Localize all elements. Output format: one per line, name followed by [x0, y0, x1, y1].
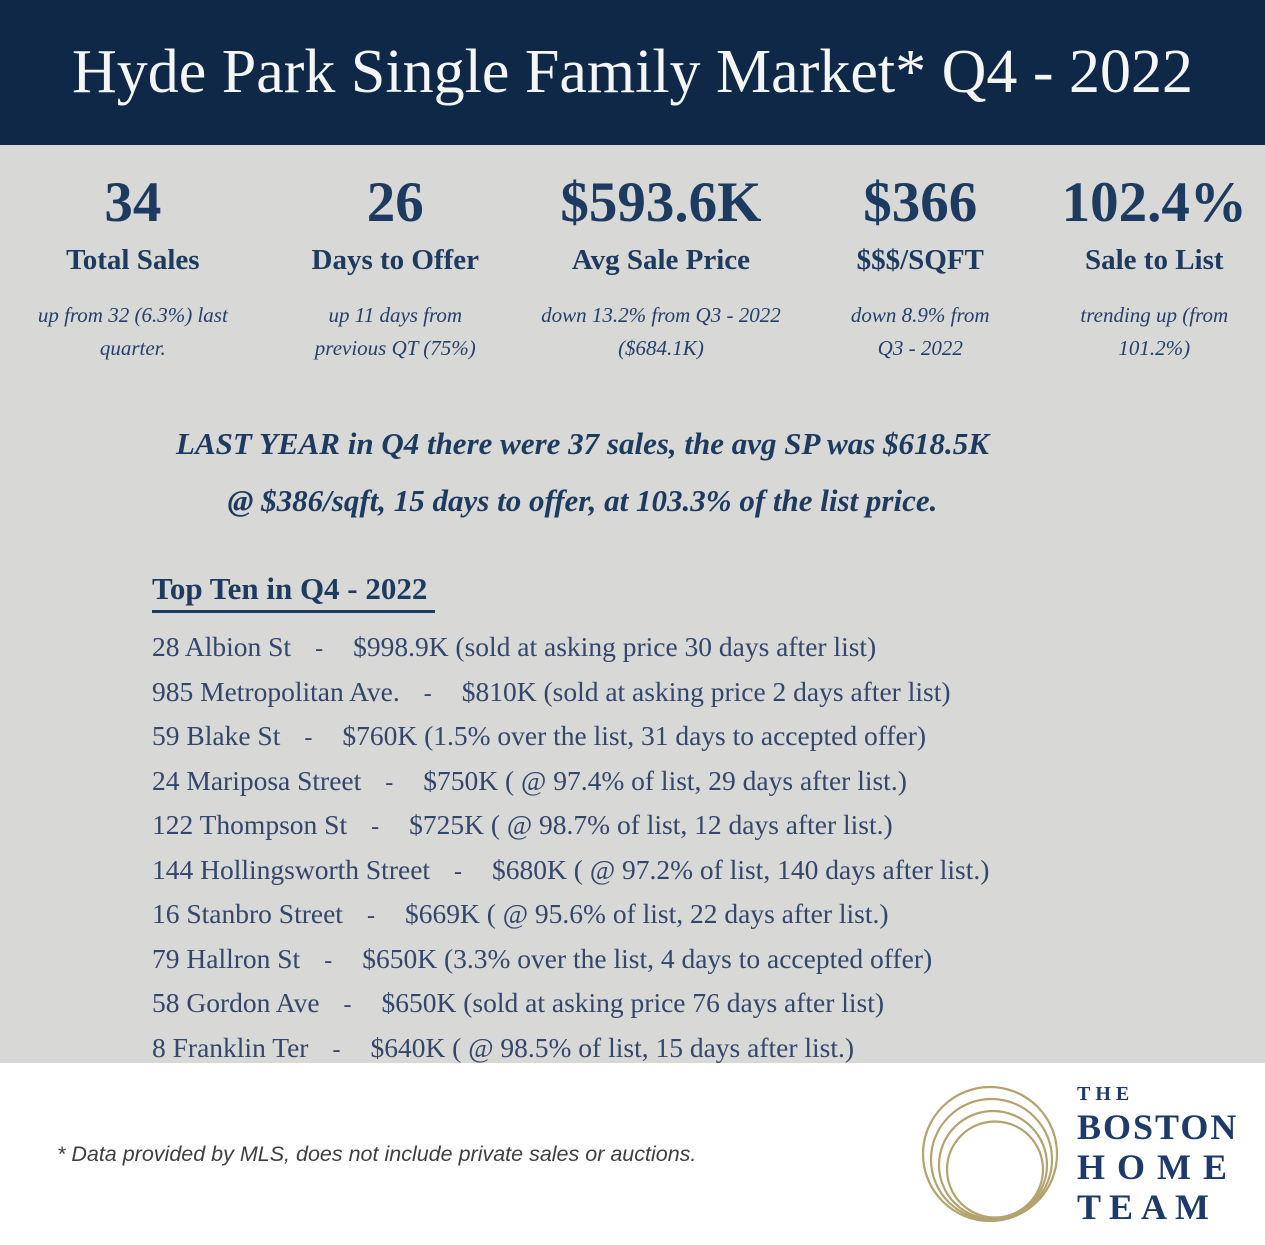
stat-note-line: down 13.2% from Q3 - 2022 [541, 302, 781, 327]
stat-note-line: up from 32 (6.3%) last [37, 302, 228, 327]
logo-word-the: THE [1077, 1083, 1135, 1105]
stat-value: 34 [104, 171, 162, 234]
sale-detail: $650K (sold at asking price 76 days after list) [381, 987, 885, 1019]
stat-value: 26 [366, 171, 424, 234]
list-item [152, 760, 1265, 805]
sale-detail: $810K (sold at asking price 2 days after list) [461, 675, 951, 707]
header-banner [0, 0, 1265, 145]
property-address: 122 Thompson St [152, 809, 348, 841]
footer-bar [0, 1063, 1265, 1245]
sale-detail: $680K ( @ 97.2% of list, 140 days after list.) [492, 853, 990, 885]
stat-label: Days to Offer [311, 243, 480, 276]
property-address: 144 Hollingsworth Street [152, 853, 431, 885]
stat-label: Total Sales [66, 243, 200, 276]
sale-detail: $650K (3.3% over the list, 4 days to accepted offer) [362, 942, 933, 974]
list-item [152, 671, 1265, 716]
separator-dash: - [304, 725, 313, 752]
top-ten-section [152, 571, 1265, 1071]
stat-note-line: Q3 - 2022 [877, 336, 963, 360]
stat-note [1052, 299, 1257, 365]
separator-dash: - [371, 814, 380, 841]
property-address: 59 Blake St [152, 720, 281, 752]
last-year-summary [0, 415, 1265, 529]
stats-row [0, 145, 1265, 365]
stat-value: 102.4% [1061, 171, 1247, 234]
property-address: 79 Hallron St [152, 942, 301, 974]
top-ten-title: Top Ten in Q4 - 2022 [152, 571, 435, 613]
list-item [152, 626, 1265, 671]
summary-line: @ $386/sqft, 15 days to offer, at 103.3% of the list price. [227, 483, 938, 519]
page-title: Hyde Park Single Family Market* Q4 - 2022 [71, 38, 1194, 106]
sale-detail: $760K (1.5% over the list, 31 days to accepted offer) [342, 720, 927, 752]
list-item [152, 893, 1265, 938]
stat-sale-to-list [1044, 171, 1265, 365]
property-address: 8 Franklin Ter [152, 1031, 309, 1063]
stat-note [274, 299, 517, 365]
list-item [152, 982, 1265, 1027]
property-address: 16 Stanbro Street [152, 898, 343, 930]
sale-detail: $669K ( @ 95.6% of list, 22 days after list.) [404, 898, 889, 930]
stat-label: $$$/SQFT [856, 243, 984, 276]
stat-label: Avg Sale Price [571, 243, 751, 276]
mls-disclaimer: * Data provided by MLS, does not include private sales or auctions. [57, 1141, 697, 1166]
stat-note-line: quarter. [99, 336, 166, 360]
stat-note-line: trending up (from [1080, 302, 1229, 327]
logo-word-team: TEAM [1077, 1187, 1217, 1227]
stat-note [533, 299, 789, 365]
sale-detail: $750K ( @ 97.4% of list, 29 days after list.) [423, 764, 907, 796]
logo-wordmark [1077, 1081, 1239, 1227]
stat-note-line: previous QT (75%) [314, 336, 476, 360]
separator-dash: - [343, 992, 352, 1019]
stat-value: $593.6K [560, 171, 762, 234]
separator-dash: - [315, 636, 324, 663]
summary-line: LAST YEAR in Q4 there were 37 sales, the avg SP was $618.5K [176, 426, 989, 462]
list-item [152, 849, 1265, 894]
stat-avg-sale-price [525, 171, 797, 365]
top-ten-list [152, 626, 1265, 1071]
stat-label: Sale to List [1085, 243, 1224, 276]
stat-total-sales [0, 171, 266, 365]
separator-dash: - [324, 947, 333, 974]
list-item [152, 715, 1265, 760]
boston-home-team-logo [922, 1081, 1239, 1227]
logo-word-home: HOME [1077, 1147, 1239, 1187]
stat-note [8, 299, 258, 365]
separator-dash: - [366, 903, 375, 930]
sale-detail: $725K ( @ 98.7% of list, 12 days after list.) [409, 809, 893, 841]
stat-value: $366 [863, 171, 978, 234]
sale-detail: $998.9K (sold at asking price 30 days after list) [353, 631, 877, 663]
stat-note-line: down 8.9% from [850, 302, 990, 327]
stat-note-line: up 11 days from [328, 302, 463, 327]
list-item [152, 938, 1265, 983]
sale-detail: $640K ( @ 98.5% of list, 15 days after list.) [370, 1031, 855, 1063]
stat-days-to-offer [266, 171, 525, 365]
separator-dash: - [332, 1036, 341, 1063]
property-address: 985 Metropolitan Ave. [152, 675, 400, 707]
property-address: 28 Albion St [152, 631, 292, 663]
separator-dash: - [423, 680, 432, 707]
stat-note-line: 101.2%) [1118, 336, 1191, 360]
separator-dash: - [454, 858, 463, 885]
concentric-circles-icon [922, 1084, 1062, 1224]
separator-dash: - [385, 769, 394, 796]
logo-word-boston: BOSTON [1077, 1107, 1239, 1147]
stat-price-per-sqft [797, 171, 1044, 365]
property-address: 24 Mariposa Street [152, 764, 362, 796]
stat-note [805, 299, 1036, 365]
list-item [152, 804, 1265, 849]
property-address: 58 Gordon Ave [152, 987, 320, 1019]
stat-note-line: ($684.1K) [618, 336, 704, 360]
